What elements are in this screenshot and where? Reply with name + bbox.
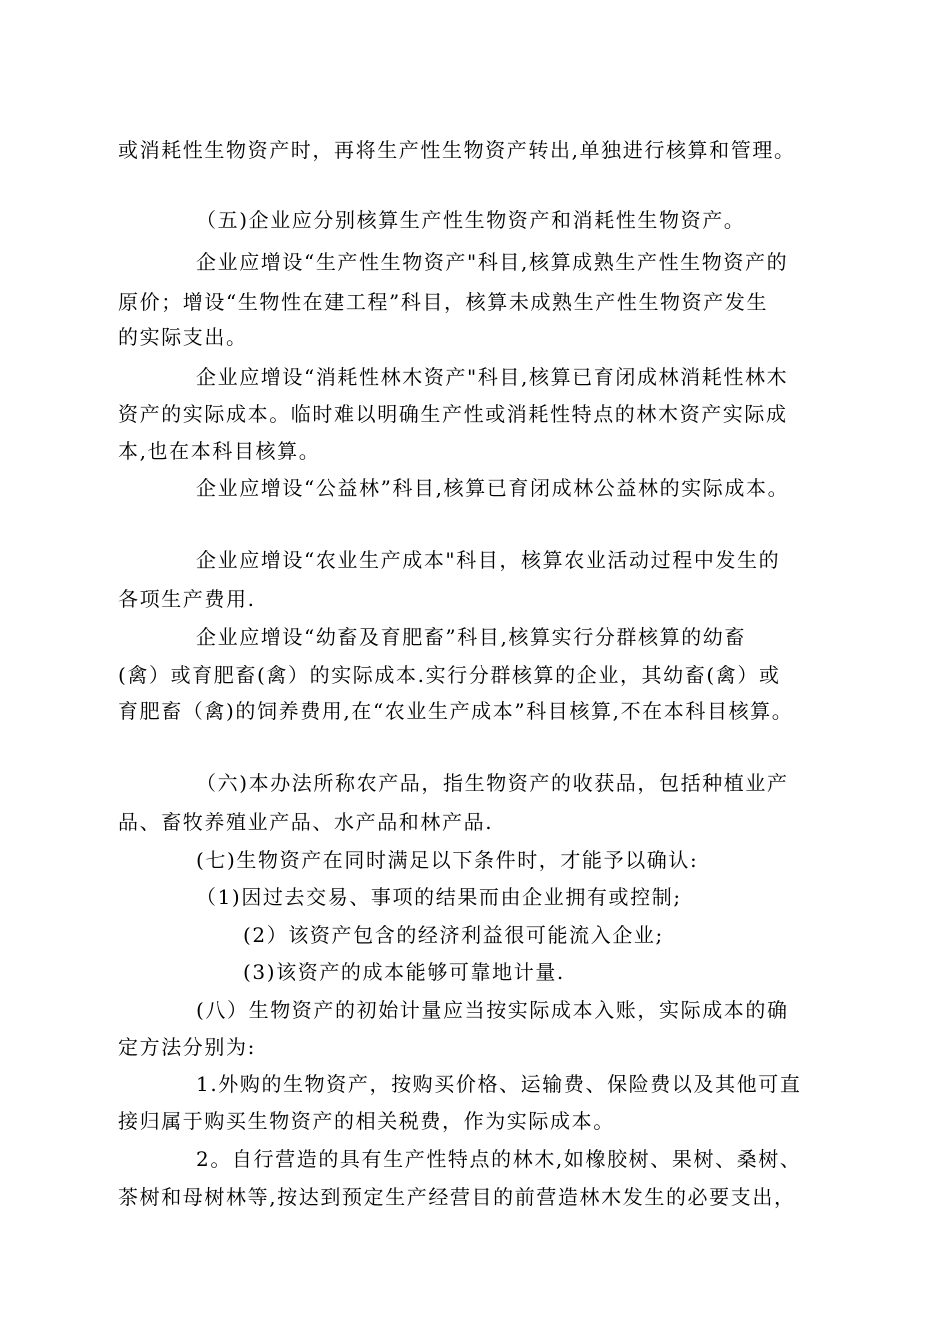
text-line: 接归属于购买生物资产的相关税费，作为实际成本。 (118, 1109, 615, 1133)
text-line: 茶树和母树林等,按达到预定生产经营目的前营造林木发生的必要支出， (118, 1185, 796, 1209)
text-line: 育肥畜（禽)的饲养费用,在“农业生产成本”科目核算,不在本科目核算。 (118, 699, 794, 723)
text-line: 品、畜牧养殖业产品、水产品和林产品. (118, 810, 494, 834)
text-line: 企业应增设“消耗性林木资产"科目,核算已育闭成林消耗性林木 (196, 365, 789, 389)
text-line: 的实际支出。 (118, 325, 248, 349)
text-line: 企业应增设“农业生产成本"科目，核算农业活动过程中发生的 (196, 548, 781, 572)
list-item: (3)该资产的成本能够可靠地计量. (243, 960, 565, 984)
list-item: （1)因过去交易、事项的结果而由企业拥有或控制; (196, 885, 682, 909)
text-line: 或消耗性生物资产时，再将生产性生物资产转出,单独进行核算和管理。 (118, 138, 796, 162)
section-heading: （六)本办法所称农产品，指生物资产的收获品，包括种植业产 (196, 771, 789, 795)
section-heading: (八）生物资产的初始计量应当按实际成本入账，实际成本的确 (196, 998, 789, 1022)
text-line: 本,也在本科目核算。 (118, 439, 321, 463)
text-line: 各项生产费用. (118, 587, 256, 611)
text-line: 企业应增设“生产性生物资产"科目,核算成熟生产性生物资产的 (196, 250, 789, 274)
text-line: 原价；增设“生物性在建工程”科目，核算未成熟生产性生物资产发生 (118, 290, 769, 314)
text-line: (禽）或育肥畜(禽）的实际成本.实行分群核算的企业，其幼畜(禽）或 (118, 663, 781, 687)
text-line: 资产的实际成本。临时难以明确生产性或消耗性特点的林木资产实际成 (118, 402, 788, 426)
section-heading: (七)生物资产在同时满足以下条件时，才能予以确认: (196, 848, 699, 872)
list-item: 2。自行营造的具有生产性特点的林木,如橡胶树、果树、桑树、 (196, 1147, 802, 1171)
list-item: (2）该资产包含的经济利益很可能流入企业; (243, 923, 664, 947)
text-line: 企业应增设“公益林”科目,核算已育闭成林公益林的实际成本。 (196, 476, 790, 500)
text-line: 企业应增设“幼畜及育肥畜”科目,核算实行分群核算的幼畜 (196, 625, 747, 649)
section-heading: （五)企业应分别核算生产性生物资产和消耗性生物资产。 (196, 208, 746, 232)
list-item: 1.外购的生物资产，按购买价格、运输费、保险费以及其他可直 (196, 1072, 802, 1096)
text-line: 定方法分别为: (118, 1035, 256, 1059)
